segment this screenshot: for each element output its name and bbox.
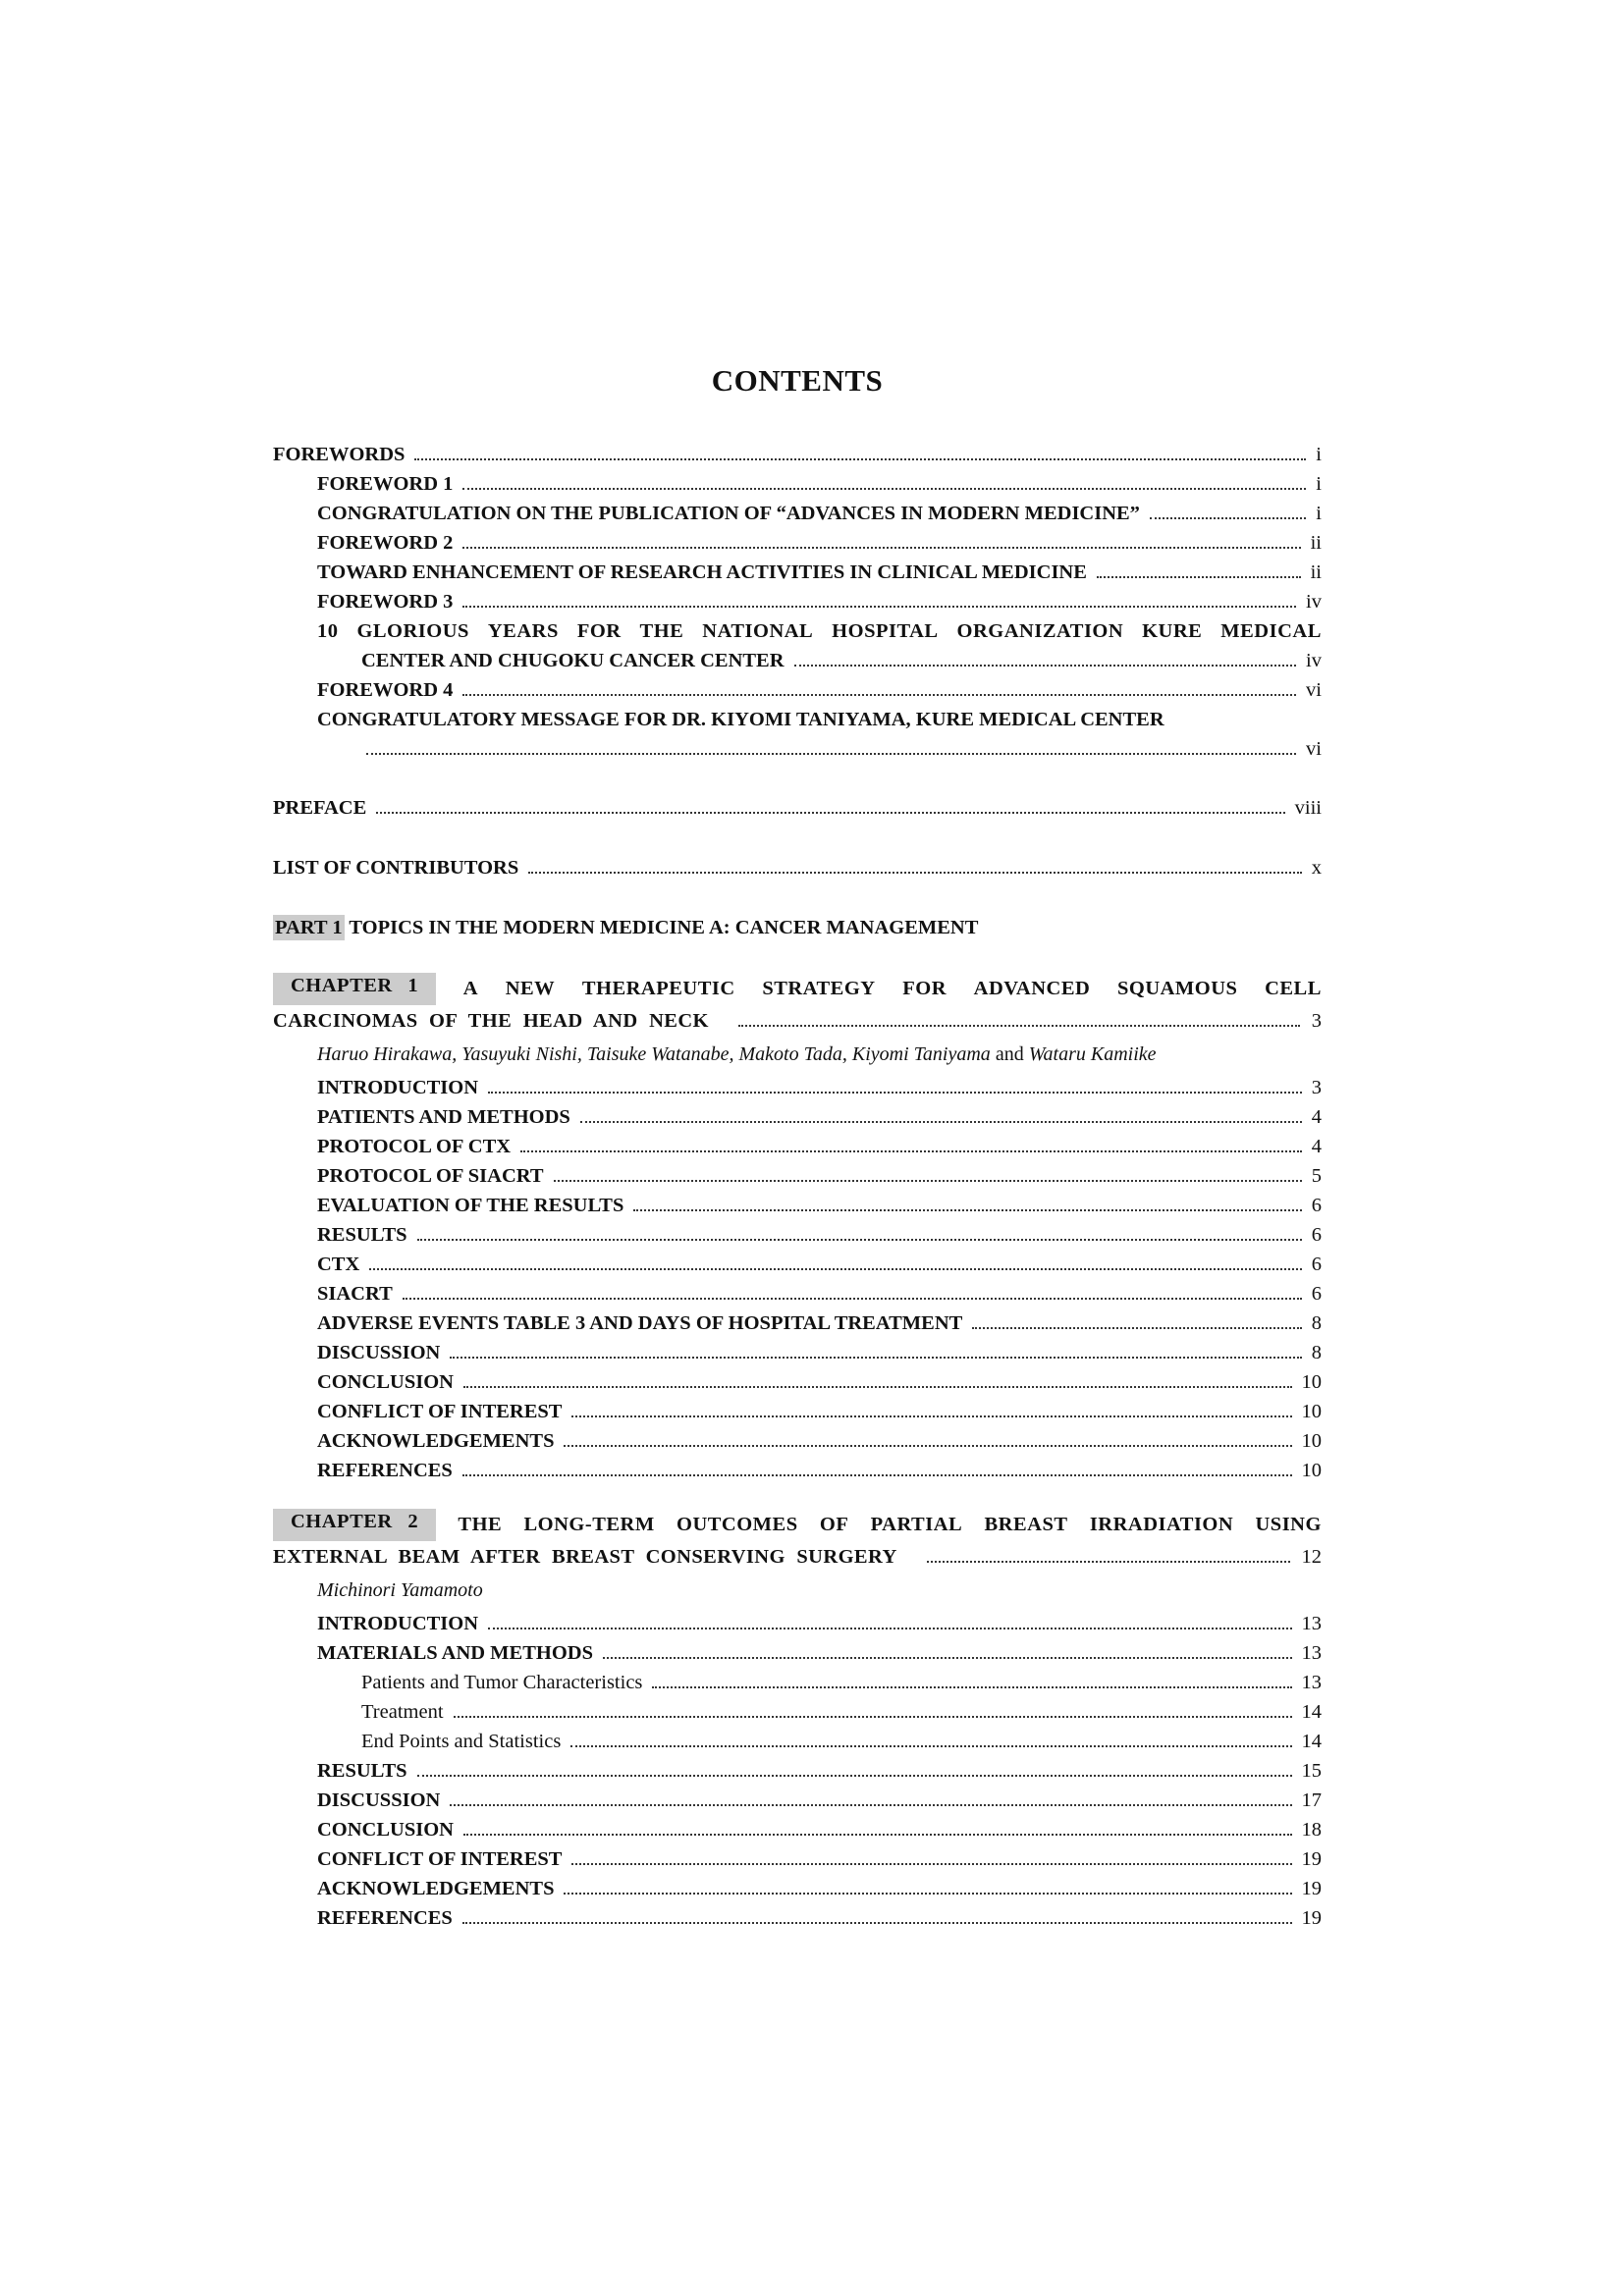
toc-page: 6 — [1311, 1254, 1322, 1275]
toc-page: 17 — [1301, 1789, 1322, 1811]
toc-entry-foreword-3[interactable] — [273, 587, 1322, 616]
toc-page: 12 — [1301, 1546, 1322, 1568]
toc-page: vi — [1306, 679, 1322, 701]
toc-entry-introduction[interactable] — [273, 1073, 1322, 1102]
dot-leader — [603, 1657, 1292, 1659]
toc-label: PROTOCOL OF SIACRT — [317, 1165, 544, 1187]
table-of-contents — [273, 440, 1322, 1933]
dot-leader — [794, 665, 1297, 667]
toc-page: vi — [1306, 738, 1322, 760]
toc-label: INTRODUCTION — [317, 1613, 479, 1634]
toc-label: Patients and Tumor Characteristics — [361, 1672, 643, 1693]
toc-word: OF — [819, 1514, 849, 1535]
toc-entry-references[interactable] — [273, 1456, 1322, 1485]
toc-label: DISCUSSION — [317, 1342, 441, 1363]
toc-page: 6 — [1311, 1195, 1322, 1216]
toc-entry-conflict-of-interest[interactable] — [273, 1397, 1322, 1426]
toc-word: USING — [1255, 1514, 1322, 1535]
dot-leader — [570, 1745, 1291, 1747]
toc-label: ACKNOWLEDGEMENTS — [317, 1430, 555, 1452]
toc-word: ORGANIZATION — [956, 620, 1124, 642]
toc-label: FOREWORD 2 — [317, 532, 454, 554]
chapter-1-sections — [273, 1073, 1322, 1485]
toc-entry-conclusion[interactable] — [273, 1367, 1322, 1397]
dot-leader — [1097, 576, 1301, 578]
toc-entry-results[interactable] — [273, 1756, 1322, 1786]
toc-entry-foreword-1[interactable] — [273, 469, 1322, 499]
dot-leader — [414, 458, 1306, 460]
toc-page: 8 — [1311, 1342, 1322, 1363]
toc-page: ii — [1310, 561, 1322, 583]
dot-leader — [376, 812, 1284, 814]
toc-page: 10 — [1301, 1430, 1322, 1452]
toc-page: 3 — [1311, 1077, 1322, 1098]
dot-leader — [462, 1922, 1292, 1924]
dot-leader — [564, 1893, 1291, 1895]
toc-page: 4 — [1311, 1106, 1322, 1128]
toc-page: 18 — [1301, 1819, 1322, 1841]
dot-leader — [652, 1686, 1291, 1688]
toc-word: SQUAMOUS — [1116, 978, 1238, 999]
author-last: Wataru Kamiike — [1028, 1043, 1157, 1065]
toc-word: FOR — [902, 978, 947, 999]
toc-chapter-2-title-cont[interactable] — [273, 1541, 1322, 1574]
chapter-title: CARCINOMAS OF THE HEAD AND NECK — [273, 1010, 709, 1032]
toc-entry-acknowledgements[interactable] — [273, 1874, 1322, 1903]
toc-page: viii — [1294, 797, 1322, 819]
toc-label: CONFLICT OF INTEREST — [317, 1401, 563, 1422]
toc-word: MEDICAL — [1220, 620, 1322, 642]
dot-leader — [520, 1150, 1302, 1152]
dot-leader — [463, 1386, 1292, 1388]
toc-label: EVALUATION OF THE RESULTS — [317, 1195, 624, 1216]
dot-leader — [463, 1834, 1292, 1836]
toc-word: ADVANCED — [973, 978, 1091, 999]
toc-word: YEARS — [487, 620, 559, 642]
toc-page: 3 — [1311, 1010, 1322, 1032]
spacer — [273, 882, 1322, 913]
toc-label: PROTOCOL OF CTX — [317, 1136, 512, 1157]
toc-label: REFERENCES — [317, 1460, 453, 1481]
toc-page: 13 — [1301, 1642, 1322, 1664]
toc-label: LIST OF CONTRIBUTORS — [273, 857, 519, 879]
dot-leader — [488, 1628, 1291, 1629]
toc-page: 10 — [1301, 1460, 1322, 1481]
dot-leader — [417, 1239, 1302, 1241]
toc-page: 8 — [1311, 1312, 1322, 1334]
toc-word: OUTCOMES — [677, 1514, 798, 1535]
toc-entry-forewords[interactable] — [273, 440, 1322, 469]
dot-leader — [554, 1180, 1302, 1182]
toc-entry-toward-enhancement[interactable] — [273, 558, 1322, 587]
toc-word: BREAST — [984, 1514, 1068, 1535]
dot-leader — [462, 1474, 1292, 1476]
toc-label: ACKNOWLEDGEMENTS — [317, 1878, 555, 1899]
toc-page: ii — [1310, 532, 1322, 554]
toc-label: End Points and Statistics — [361, 1731, 562, 1752]
toc-label: CTX — [317, 1254, 360, 1275]
toc-entry-siacrt[interactable] — [273, 1279, 1322, 1308]
toc-page: 15 — [1301, 1760, 1322, 1782]
toc-entry-protocol-of-ctx[interactable] — [273, 1132, 1322, 1161]
part-title: TOPICS IN THE MODERN MEDICINE A: CANCER MANAGEMENT — [349, 917, 979, 938]
dot-leader — [927, 1561, 1290, 1563]
toc-page: 13 — [1301, 1672, 1322, 1693]
dot-leader — [454, 1716, 1292, 1718]
dot-leader — [633, 1209, 1301, 1211]
toc-word: THE — [639, 620, 684, 642]
dot-leader — [462, 488, 1306, 490]
dot-leader — [738, 1025, 1300, 1027]
chapter-2-sections — [273, 1609, 1322, 1933]
dot-leader — [450, 1357, 1301, 1359]
chapter-1-authors — [273, 1038, 1322, 1073]
toc-page: 5 — [1311, 1165, 1322, 1187]
toc-word: HOSPITAL — [832, 620, 939, 642]
toc-page: iv — [1306, 650, 1322, 671]
toc-label: MATERIALS AND METHODS — [317, 1642, 593, 1664]
chapter-badge: CHAPTER 2 — [273, 1509, 436, 1541]
toc-entry-introduction[interactable] — [273, 1609, 1322, 1638]
dot-leader — [450, 1804, 1291, 1806]
dot-leader — [417, 1775, 1292, 1777]
dot-leader — [462, 694, 1296, 696]
spacer — [273, 764, 1322, 793]
toc-entry-foreword-2[interactable] — [273, 528, 1322, 558]
toc-label: FOREWORDS — [273, 444, 406, 465]
dot-leader — [403, 1298, 1302, 1300]
toc-word: IRRADIATION — [1089, 1514, 1234, 1535]
toc-label: CENTER AND CHUGOKU CANCER CENTER — [361, 650, 785, 671]
toc-entry-patients-and-methods[interactable] — [273, 1102, 1322, 1132]
toc-word: A — [462, 978, 479, 999]
dot-leader — [571, 1415, 1291, 1417]
toc-page: 6 — [1311, 1283, 1322, 1305]
toc-entry-conclusion[interactable] — [273, 1815, 1322, 1844]
toc-entry-treatment[interactable] — [273, 1697, 1322, 1727]
toc-entry-ctx[interactable] — [273, 1250, 1322, 1279]
author-conjunction: and — [995, 1043, 1024, 1065]
toc-label: DISCUSSION — [317, 1789, 441, 1811]
toc-label: PATIENTS AND METHODS — [317, 1106, 570, 1128]
toc-word: LONG-TERM — [523, 1514, 655, 1535]
toc-word: 10 — [317, 620, 339, 642]
toc-page: 14 — [1301, 1701, 1322, 1723]
toc-entry-patients-and-tumor-characteristics[interactable] — [273, 1668, 1322, 1697]
toc-label: CONCLUSION — [317, 1371, 454, 1393]
toc-entry-adverse-events-table-3-and-days-of-hospital-treatment[interactable] — [273, 1308, 1322, 1338]
toc-label: FOREWORD 1 — [317, 473, 454, 495]
toc-entry-evaluation-of-the-results[interactable] — [273, 1191, 1322, 1220]
dot-leader — [972, 1327, 1301, 1329]
toc-part-1[interactable] — [273, 913, 1322, 942]
toc-entry-glorious-years-cont[interactable] — [273, 646, 1322, 675]
toc-entry-acknowledgements[interactable] — [273, 1426, 1322, 1456]
chapter-badge: CHAPTER 1 — [273, 973, 436, 1005]
toc-entry-conflict-of-interest[interactable] — [273, 1844, 1322, 1874]
dot-leader — [369, 1268, 1301, 1270]
toc-word: KURE — [1142, 620, 1203, 642]
toc-label: TOWARD ENHANCEMENT OF RESEARCH ACTIVITIES IN CLINICAL MEDICINE — [317, 561, 1087, 583]
dot-leader — [462, 547, 1300, 549]
toc-label: CONGRATULATION ON THE PUBLICATION OF “ADVANCES IN MODERN MEDICINE” — [317, 503, 1140, 524]
toc-label: CONGRATULATORY MESSAGE FOR DR. KIYOMI TANIYAMA, KURE MEDICAL CENTER — [317, 709, 1164, 730]
toc-entry-congratulatory-message[interactable] — [273, 705, 1322, 734]
dot-leader — [528, 872, 1301, 874]
toc-page: 19 — [1301, 1848, 1322, 1870]
toc-label: RESULTS — [317, 1760, 407, 1782]
chapter-title: EXTERNAL BEAM AFTER BREAST CONSERVING SURGERY — [273, 1546, 897, 1568]
toc-label: FOREWORD 3 — [317, 591, 454, 613]
toc-page: 10 — [1301, 1401, 1322, 1422]
part-badge: PART 1 — [275, 917, 343, 938]
toc-entry-protocol-of-siacrt[interactable] — [273, 1161, 1322, 1191]
dot-leader — [564, 1445, 1291, 1447]
toc-word: NEW — [505, 978, 556, 999]
toc-entry-discussion[interactable] — [273, 1338, 1322, 1367]
toc-page: 6 — [1311, 1224, 1322, 1246]
dot-leader — [571, 1863, 1291, 1865]
toc-page: i — [1316, 503, 1322, 524]
toc-chapter-1-title[interactable] — [273, 973, 1322, 1005]
toc-page: 4 — [1311, 1136, 1322, 1157]
toc-word: THERAPEUTIC — [581, 978, 735, 999]
dot-leader — [488, 1092, 1302, 1094]
dot-leader — [366, 753, 1296, 755]
toc-word: NATIONAL — [702, 620, 814, 642]
toc-label: RESULTS — [317, 1224, 407, 1246]
toc-word: GLORIOUS — [356, 620, 469, 642]
toc-entry-congratulation[interactable] — [273, 499, 1322, 528]
toc-chapter-1-title-cont[interactable] — [273, 1005, 1322, 1038]
toc-word: FOR — [576, 620, 622, 642]
toc-label: FOREWORD 4 — [317, 679, 454, 701]
author-names: Haruo Hirakawa, Yasuyuki Nishi, Taisuke Watanabe, Makoto Tada, Kiyomi Taniyama — [317, 1043, 991, 1065]
chapter-2-authors: Michinori Yamamoto — [317, 1579, 483, 1601]
toc-label: INTRODUCTION — [317, 1077, 479, 1098]
toc-entry-materials-and-methods[interactable] — [273, 1638, 1322, 1668]
toc-entry-discussion[interactable] — [273, 1786, 1322, 1815]
toc-entry-foreword-4[interactable] — [273, 675, 1322, 705]
toc-page: i — [1316, 444, 1322, 465]
toc-entry-end-points-and-statistics[interactable] — [273, 1727, 1322, 1756]
spacer — [273, 823, 1322, 853]
toc-entry-references[interactable] — [273, 1903, 1322, 1933]
toc-entry-results[interactable] — [273, 1220, 1322, 1250]
toc-page: 19 — [1301, 1878, 1322, 1899]
toc-word: STRATEGY — [762, 978, 876, 999]
toc-word: THE — [458, 1514, 503, 1535]
dot-leader — [1150, 517, 1306, 519]
page-title: CONTENTS — [711, 363, 884, 398]
toc-page: 13 — [1301, 1613, 1322, 1634]
toc-word: PARTIAL — [870, 1514, 963, 1535]
toc-label: Treatment — [361, 1701, 444, 1723]
toc-page: i — [1316, 473, 1322, 495]
toc-chapter-2-title[interactable] — [273, 1509, 1322, 1541]
toc-label: CONCLUSION — [317, 1819, 454, 1841]
toc-entry-list-of-contributors[interactable] — [273, 853, 1322, 882]
toc-entry-preface[interactable] — [273, 793, 1322, 823]
dot-leader — [462, 606, 1296, 608]
toc-page: x — [1311, 857, 1322, 879]
spacer — [273, 1485, 1322, 1509]
spacer — [273, 942, 1322, 973]
toc-entry-congratulatory-message-cont[interactable] — [273, 734, 1322, 764]
toc-page: iv — [1306, 591, 1322, 613]
toc-label: PREFACE — [273, 797, 367, 819]
toc-label: SIACRT — [317, 1283, 393, 1305]
toc-entry-glorious-years[interactable] — [273, 616, 1322, 646]
toc-label: REFERENCES — [317, 1907, 453, 1929]
dot-leader — [580, 1121, 1302, 1123]
toc-label: ADVERSE EVENTS TABLE 3 AND DAYS OF HOSPITAL TREATMENT — [317, 1312, 963, 1334]
toc-page: 14 — [1301, 1731, 1322, 1752]
toc-page: 10 — [1301, 1371, 1322, 1393]
toc-page: 19 — [1301, 1907, 1322, 1929]
toc-label: CONFLICT OF INTEREST — [317, 1848, 563, 1870]
toc-word: CELL — [1265, 978, 1322, 999]
